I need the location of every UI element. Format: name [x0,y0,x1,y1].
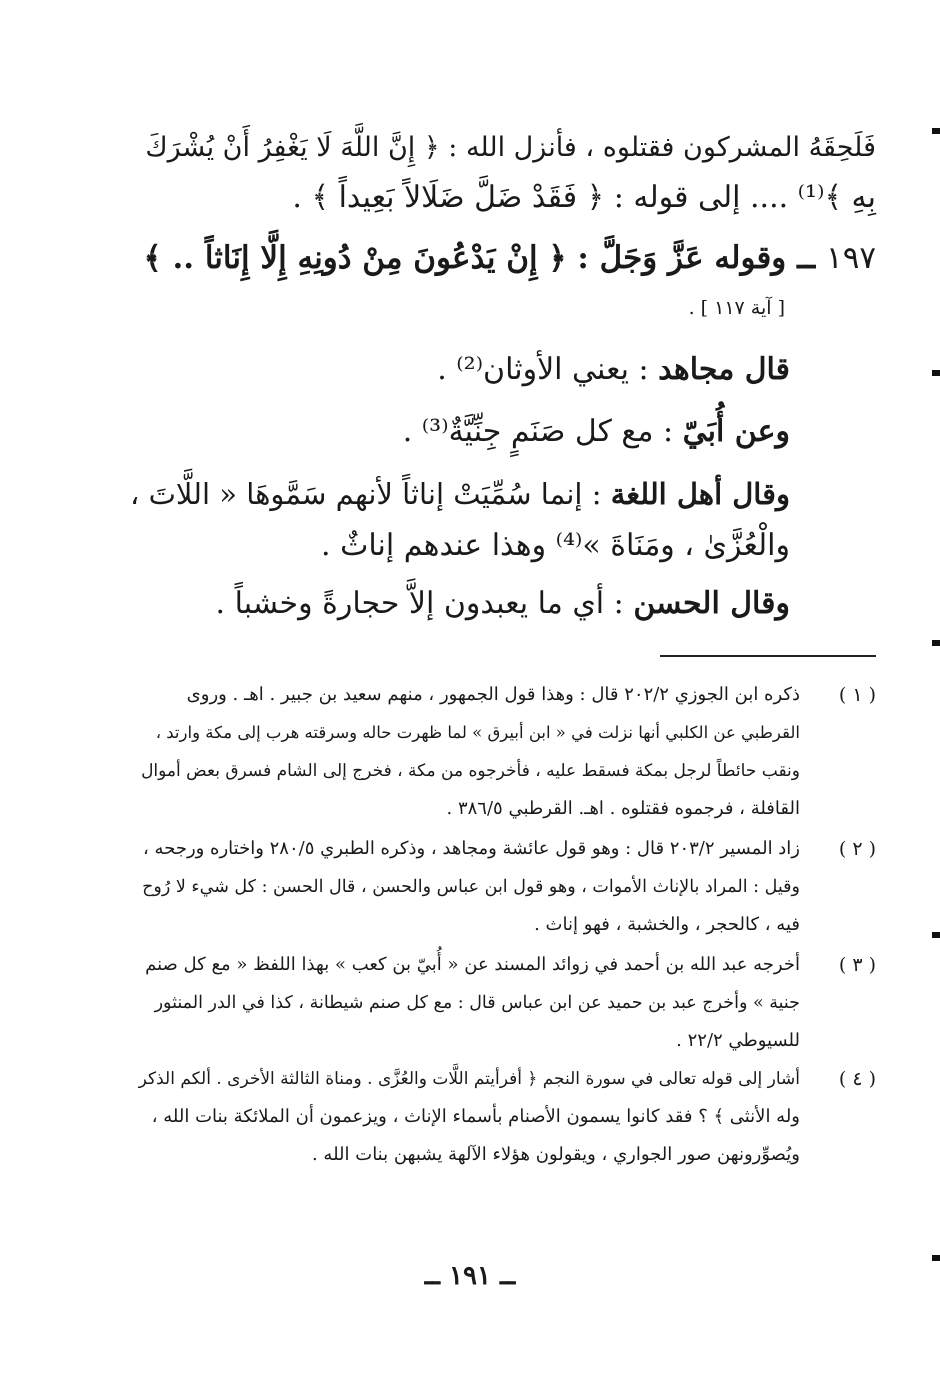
margin-mark [932,370,940,376]
ubayy-label: وعن أُبَيّ [682,414,790,449]
footnote-line: ويُصوِّرونهن صور الجواري ، ويقولون هؤلاء الآلهة يشبهن بنات الله . [311,1144,800,1165]
footnote-number: ( ٢ ) [838,838,876,860]
footnote-line: ونقب حائطاً لرجل بمكة فسقط عليه ، فأخرجوه من مكة ، فخرج إلى الشام فسرق بعض أموال [141,761,800,781]
footnote-line: القافلة ، فرجموه فقتلوه . اهـ. القرطبي ٣٨٦/٥ . [446,798,800,819]
entry-heading [136,238,876,278]
margin-mark [932,128,940,134]
hasan-paragraph [140,584,790,624]
footnote-line: للسيوطي ٢٢/٢ . [676,1030,800,1051]
hasan-label: وقال الحسن [633,586,790,621]
main-text-line-2: بِهِ ﴾⁽¹⁾ .... إلى قوله : ﴿ فَقَدْ ضَلَّ ضَلَالاً بَعِيداً ﴾ . [292,180,876,215]
footnote-separator [660,655,876,657]
mujahid-text: : يعني الأوثان⁽²⁾ . [437,352,649,387]
footnote-number: ( ٤ ) [838,1068,876,1090]
entry-heading-text: ــ وقوله عَزَّ وَجَلَّ : ﴿ إِنْ يَدْعُونَ مِنْ دُونِهِ إِلَّا إِنَاثاً .. ﴾ [143,240,816,276]
footnote-line: القرطبي عن الكلبي أنها نزلت في « ابن أبيرق » لما ظهرت حاله وسرقته هرب إلى مكة وارتد ، [155,723,800,742]
ubayy-text: : مع كل صَنَمٍ جِنِّيَّةٌ⁽³⁾ . [402,414,674,449]
mujahid-paragraph [140,350,790,390]
ubayy-paragraph [140,412,790,452]
verse-reference: [ آية ١١٧ ] . [688,297,785,319]
hasan-text: : أي ما يعبدون إلاَّ حجارةً وخشباً . [215,586,624,621]
entry-number: ١٩٧ [826,240,876,276]
footnote-number: ( ١ ) [838,684,876,706]
lugha-line-2: والْعُزَّىٰ ، ومَنَاةَ »⁽⁴⁾ وهذا عندهم إناثٌ . [321,528,790,563]
footnote-line: زاد المسير ٢٠٣/٢ قال : وهو قول عائشة ومجاهد ، وذكره الطبري ٢٨٠/٥ واختاره ورجحه ، [143,838,800,859]
lugha-paragraph [130,474,790,514]
footnote-line: فيه ، كالحجر ، والخشبة ، فهو إناث . [534,914,800,935]
footnote-line: وله الأنثى ﴾ ؟ فقد كانوا يسمون الأصنام بأسماء الإناث ، ويزعمون أن الملائكة بنات الله ، [151,1106,800,1127]
page-number: ــ ١٩١ ــ [424,1261,516,1291]
footnote-line: وقيل : المراد بالإناث الأموات ، وهو قول ابن عباس والحسن ، قال الحسن : كل شيء لا رُوح [142,877,800,897]
margin-mark [932,640,940,646]
footnote-line: جنية » وأخرج عبد بن حميد عن ابن عباس قال : مع كل صنم شيطانة ، كذا في الدر المنثور [154,993,800,1013]
lugha-label: وقال أهل اللغة [610,477,790,511]
footnote-line: ذكره ابن الجوزي ٢٠٢/٢ قال : وهذا قول الجمهور ، منهم سعيد بن جبير . اهـ . وروى [186,684,800,705]
main-text-line-1: فَلَحِقَهُ المشركون فقتلوه ، فأنزل الله : ﴿ إِنَّ اللَّهَ لَا يَغْفِرُ أَنْ يُشْرَكَ [145,132,876,163]
footnote-number: ( ٣ ) [838,954,876,976]
footnote-line: أخرجه عبد الله بن أحمد في زوائد المسند عن « أُبيّ بن كعب » بهذا اللفظ « مع كل صنم [145,954,800,975]
mujahid-label: قال مجاهد [658,352,790,387]
lugha-text: : إنما سُمِّيَتْ إناثاً لأنهم سَمَّوهَا « اللَّاتَ ، [130,477,602,511]
margin-mark [932,932,940,938]
footnote-line: أشار إلى قوله تعالى في سورة النجم ﴿ أفرأيتم اللَّات والعُزَّى . ومناة الثالثة الأخرى . ألكم الذكر [138,1069,800,1089]
